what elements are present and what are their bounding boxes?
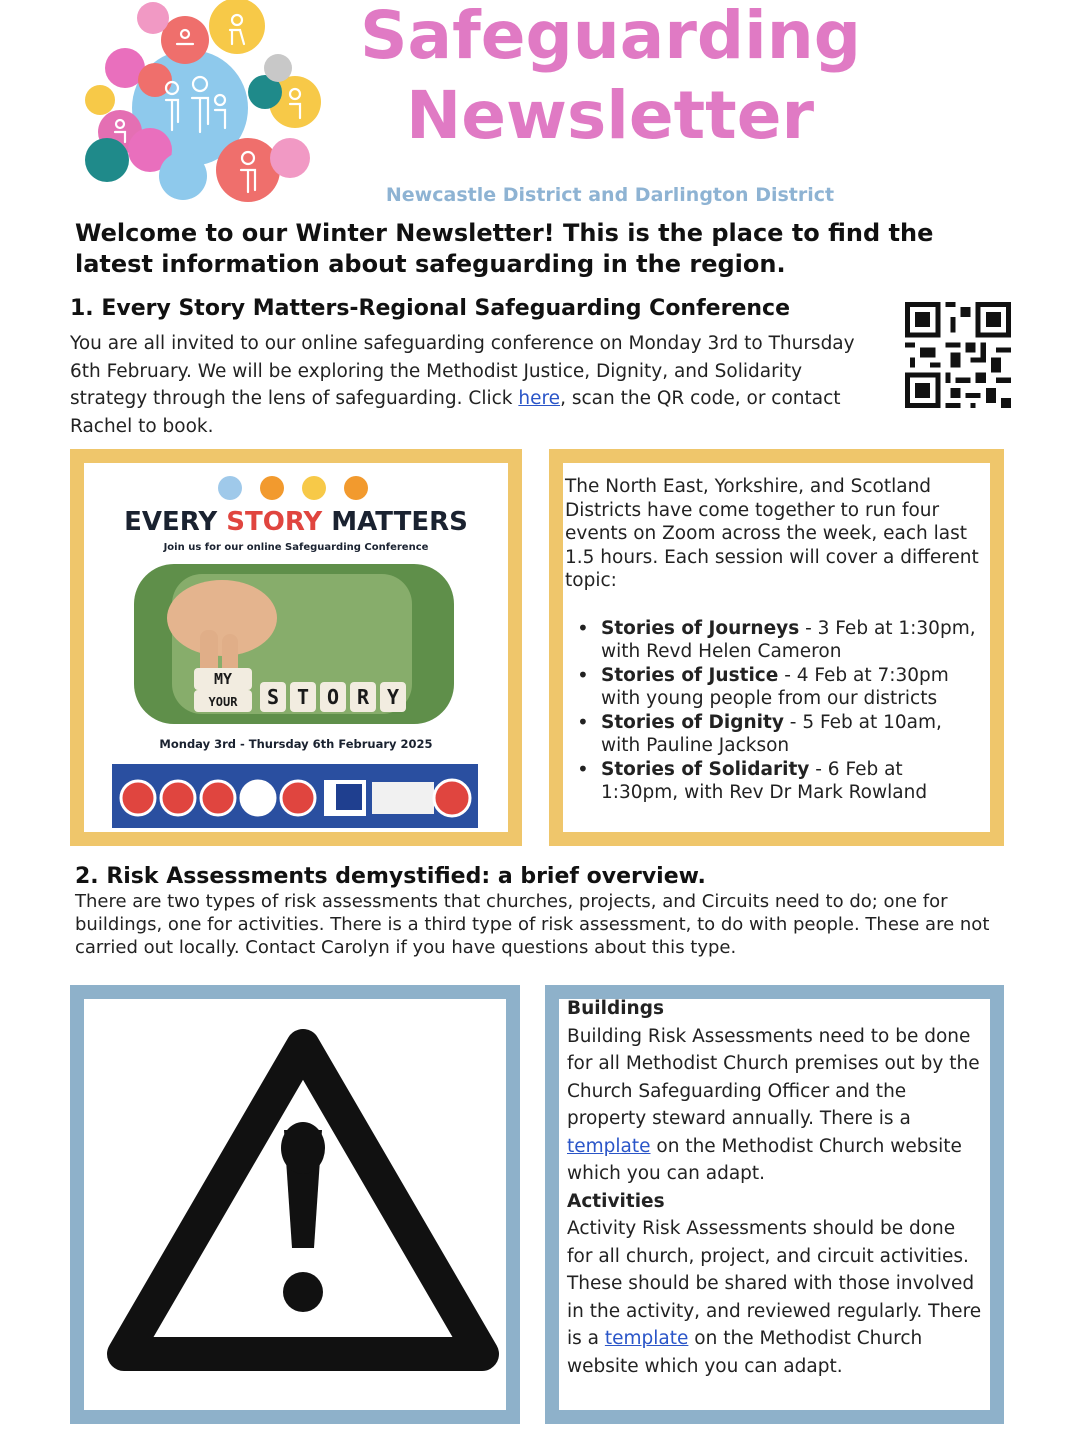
- every-story-matters-poster: [112, 468, 480, 828]
- events-list: [565, 617, 984, 805]
- district-subtitle: Newcastle District and Darlington District: [385, 184, 835, 206]
- risk-assessment-box: [545, 985, 1004, 1424]
- conference-events-box: [549, 449, 1004, 846]
- conference-booking-link[interactable]: here: [518, 388, 561, 409]
- activities-heading: Activities: [567, 1190, 665, 1212]
- poster-tile: O: [326, 685, 340, 709]
- activities-body: Activity Risk Assessments should be done for all church, project, and circuit activities. These should be shared with those involved in the activity, and reviewed regularly. There is a template on the Methodist Church website which you can adapt.: [567, 1218, 982, 1377]
- poster-tile: S: [266, 685, 280, 709]
- buildings-heading: Buildings: [567, 998, 664, 1019]
- section2-heading: 2. Risk Assessments demystified: a brief overview.: [75, 864, 706, 889]
- section1-heading: 1. Every Story Matters-Regional Safeguarding Conference: [70, 296, 790, 321]
- activities-template-link[interactable]: template: [604, 1328, 689, 1349]
- buildings-body: Building Risk Assessments need to be done for all Methodist Church premises out by the Church Safeguarding Officer and the property steward annually. There is a template on the Methodist Church website which you can adapt.: [567, 1025, 980, 1184]
- poster-tile: R: [356, 685, 370, 709]
- qr-code[interactable]: [905, 302, 1011, 408]
- poster-title: EVERY STORY MATTERS: [124, 507, 468, 537]
- poster-tile-my: MY: [213, 670, 233, 688]
- section1-body: You are all invited to our online safeguarding conference on Monday 3rd to Thursday 6th February. We will be exploring the Methodist Justice, Dignity, and Solidarity strategy through the lens of safeguarding. Click here, scan the QR code, or contact Rachel to book.: [70, 333, 855, 437]
- poster-tile: T: [296, 685, 310, 709]
- list-item: • Stories of Dignity - 5 Feb at 10am, with Pauline Jackson: [565, 711, 984, 758]
- safeguarding-people-logo: [80, 0, 340, 205]
- conference-intro: The North East, Yorkshire, and Scotland Districts have come together to run four events on Zoom across the week, each last 1.5 hours. Each session will cover a different topic:: [565, 476, 979, 591]
- poster-subtitle: Join us for our online Safeguarding Conference: [163, 542, 429, 553]
- buildings-template-link[interactable]: template: [567, 1135, 651, 1157]
- section2-body: There are two types of risk assessments that churches, projects, and Circuits need to do; one for buildings, one for activities. There is a third type of risk assessment, to do with people. These are not carried out locally. Contact Carolyn if you have questions about this type.: [75, 891, 990, 958]
- poster-tile-your: YOUR: [208, 695, 238, 709]
- list-item: • Stories of Justice - 4 Feb at 7:30pm with young people from our districts: [565, 664, 984, 711]
- newsletter-title-line2: Newsletter: [405, 77, 815, 154]
- warning-icon: [98, 1020, 508, 1390]
- poster-dates: Monday 3rd - Thursday 6th February 2025: [159, 737, 433, 751]
- list-item: • Stories of Solidarity - 6 Feb at 1:30pm, with Rev Dr Mark Rowland: [565, 758, 984, 805]
- welcome-message: Welcome to our Winter Newsletter! This is the place to find the latest information about safeguarding in the region.: [75, 219, 934, 278]
- poster-tile: Y: [386, 685, 400, 709]
- newsletter-title-line1: Safeguarding: [360, 0, 861, 74]
- list-item: • Stories of Journeys - 3 Feb at 1:30pm, with Revd Helen Cameron: [565, 617, 984, 664]
